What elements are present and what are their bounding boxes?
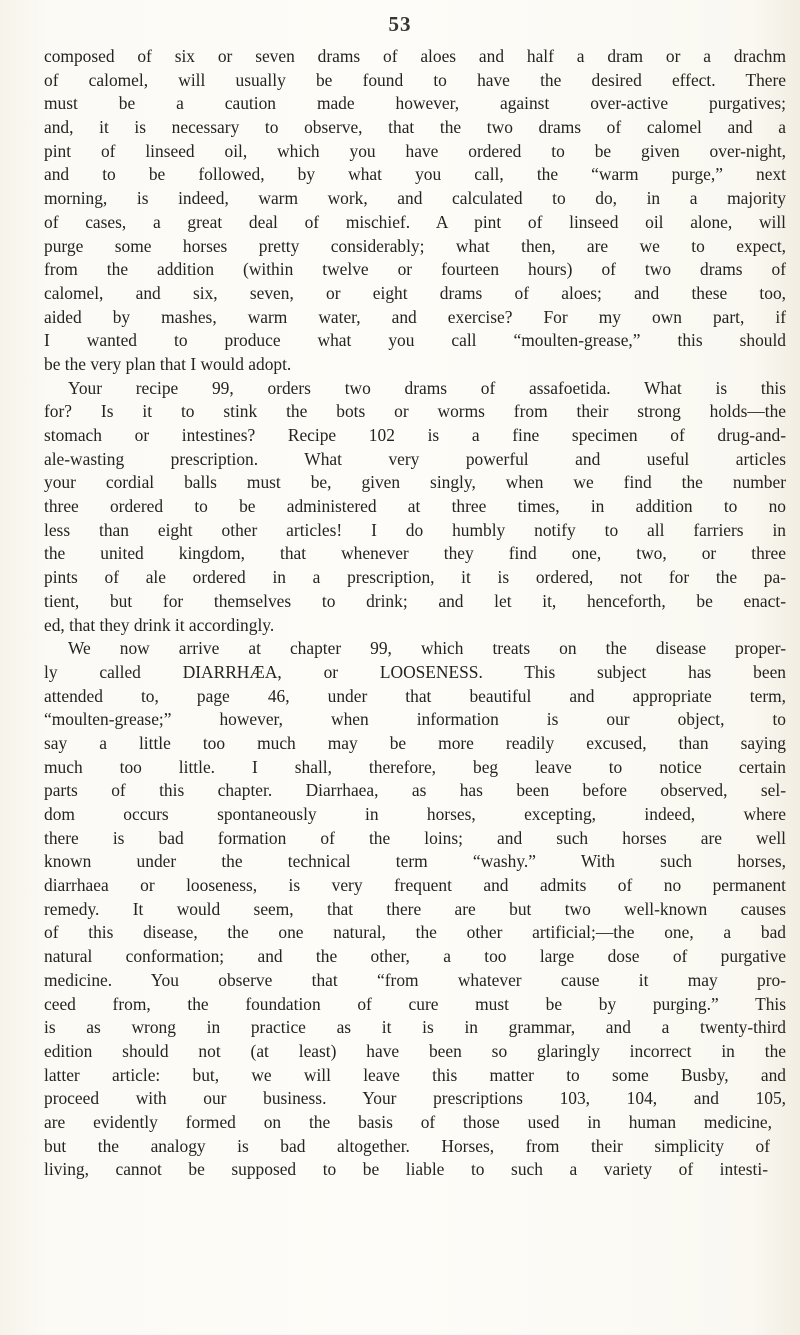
text-line: aided by mashes, warm water, and exercise? For my own part, if — [44, 306, 786, 327]
text-line: say a little too much may be more readily excused, than saying — [44, 732, 786, 753]
text-line: from the addition (within twelve or fourteen hours) of two drams of — [44, 259, 786, 280]
text-line: and, it is necessary to observe, that the two drams of calomel and a — [44, 117, 786, 138]
text-line: of cases, a great deal of mischief. A pint of linseed oil alone, will — [44, 211, 786, 232]
text-line: dom occurs spontaneously in horses, excepting, indeed, where — [44, 804, 786, 824]
text-line: be the very plan that I would adopt. — [44, 353, 292, 374]
text-line: stomach or intestines? Recipe 102 is a fine specimen of drug-and- — [44, 425, 786, 445]
paragraph-first-line: We now arrive at chapter 99, which treats on the disease proper- — [68, 638, 786, 659]
text-line: medicine. You observe that “from whatever cause it may pro- — [44, 969, 786, 990]
paragraph-first-line: Your recipe 99, orders two drams of assafoetida. What is this — [68, 377, 786, 398]
text-line: known under the technical term “washy.” With such horses, — [44, 851, 786, 872]
text-line: diarrhaea or looseness, is very frequent and admits of no permanent — [44, 875, 786, 896]
text-line: and to be followed, by what you call, the “warm purge,” next — [44, 164, 786, 185]
text-line: attended to, page 46, under that beautiful and appropriate term, — [44, 685, 786, 706]
text-line: pint of linseed oil, which you have ordered to be given over-night, — [44, 140, 786, 161]
text-line: tient, but for themselves to drink; and let it, henceforth, be enact- — [44, 590, 786, 611]
text-line: for? Is it to stink the bots or worms from their strong holds—the — [44, 401, 786, 422]
text-line: morning, is indeed, warm work, and calculated to do, in a majority — [44, 188, 786, 209]
text-line: composed of six or seven drams of aloes and half a dram or a drachm — [44, 46, 786, 66]
text-line: purge some horses pretty considerably; what then, are we to expect, — [44, 235, 786, 256]
text-line: but the analogy is bad altogether. Horses, from their simplicity of — [44, 1135, 770, 1156]
text-line: natural conformation; and the other, a too large dose of purgative — [44, 946, 786, 967]
page-number: 53 — [388, 12, 412, 36]
text-line: “moulten-grease;” however, when information is our object, to — [44, 709, 786, 730]
text-line: proceed with our business. Your prescriptions 103, 104, and 105, — [44, 1088, 786, 1109]
text-line: much too little. I shall, therefore, beg leave to notice certain — [44, 756, 786, 777]
text-line: are evidently formed on the basis of those used in human medicine, — [44, 1111, 772, 1132]
text-line: pints of ale ordered in a prescription, it is ordered, not for the pa- — [44, 567, 786, 588]
text-line: three ordered to be administered at three times, in addition to no — [44, 496, 786, 517]
body-text — [44, 45, 786, 1182]
text-line: remedy. It would seem, that there are but two well-known causes — [44, 898, 786, 919]
text-line: parts of this chapter. Diarrhaea, as has been before observed, sel- — [44, 780, 786, 801]
text-line: your cordial balls must be, given singly, when we find the number — [44, 472, 786, 493]
text-line: edition should not (at least) have been so glaringly incorrect in the — [44, 1040, 786, 1061]
text-line: ceed from, the foundation of cure must be by purging.” This — [44, 993, 786, 1014]
text-line: there is bad formation of the loins; and such horses are well — [44, 827, 786, 848]
text-line: I wanted to produce what you call “moulten-grease,” this should — [44, 330, 786, 351]
text-line: the united kingdom, that whenever they find one, two, or three — [44, 543, 786, 564]
text-line: calomel, and six, seven, or eight drams of aloes; and these too, — [44, 282, 786, 303]
text-line: must be a caution made however, against over-active purgatives; — [44, 93, 786, 114]
text-line: ale-wasting prescription. What very powerful and useful articles — [44, 448, 786, 469]
text-line: of calomel, will usually be found to have the desired effect. There — [44, 69, 786, 90]
text-line: is as wrong in practice as it is in grammar, and a twenty-third — [44, 1017, 786, 1038]
text-line: ed, that they drink it accordingly. — [44, 614, 275, 635]
text-line: of this disease, the one natural, the other artificial;—the one, a bad — [44, 922, 786, 943]
text-line: ly called DIARRHÆA, or LOOSENESS. This subject has been — [44, 661, 786, 682]
text-line: latter article: but, we will leave this matter to some Busby, and — [44, 1064, 786, 1085]
text-line: living, cannot be supposed to be liable to such a variety of intesti- — [44, 1159, 768, 1180]
text-line: less than eight other articles! I do humbly notify to all farriers in — [44, 519, 786, 540]
